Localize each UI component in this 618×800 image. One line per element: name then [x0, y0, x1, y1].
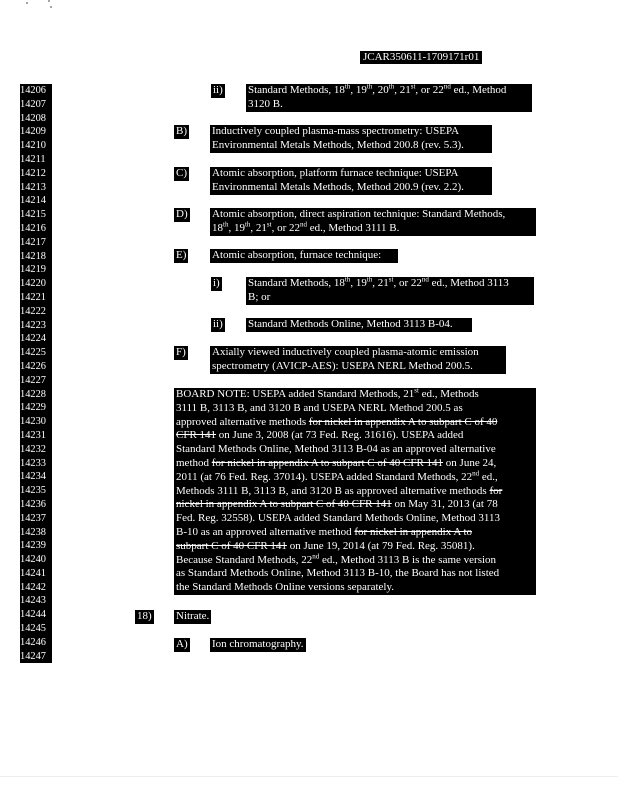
board-note-line: Standard Methods Online, Method 3113 B-04 as an approved alternative	[176, 443, 496, 456]
page-bottom-rule	[0, 776, 618, 777]
item-line: B; or	[248, 290, 271, 303]
line-number: 14219	[20, 264, 46, 276]
line-number: 14239	[20, 540, 46, 552]
item-text-b	[210, 125, 492, 153]
item-label-b: B)	[176, 125, 187, 137]
line-number: 14215	[20, 209, 46, 221]
line-number: 14212	[20, 167, 46, 179]
item-line: 3120 B.	[248, 97, 283, 110]
scan-speckles	[26, 0, 62, 10]
line-number: 14213	[20, 181, 46, 193]
line-number: 14240	[20, 554, 46, 566]
item-text-nitrate: Nitrate.	[176, 610, 210, 622]
line-number: 14217	[20, 236, 46, 248]
line-number: 14216	[20, 222, 46, 234]
line-number: 14241	[20, 567, 46, 579]
line-number: 14207	[20, 98, 46, 110]
board-note-line: Because Standard Methods, 22nd ed., Method 3113 B is the same version	[176, 551, 497, 566]
item-line: Inductively coupled plasma-mass spectrometry: USEPA	[212, 125, 460, 137]
item-text-e	[210, 249, 398, 263]
line-number: 14214	[20, 195, 46, 207]
board-note-line: BOARD NOTE: USEPA added Standard Methods, 21st ed., Methods	[176, 386, 479, 400]
board-note-line: approved alternative methods for nickel in appendix A to subpart C of 40	[176, 415, 498, 428]
line-number: 14228	[20, 388, 46, 400]
board-note-line: the Standard Methods Online versions separately.	[176, 581, 395, 594]
item-line: Environmental Metals Methods, Method 200.8 (rev. 5.3).	[212, 138, 464, 151]
item-line: 18th, 19th, 21st, or 22nd ed., Method 3111 B.	[212, 220, 400, 234]
line-number: 14233	[20, 457, 46, 469]
board-note-line: as Standard Methods Online, Method 3113 B-10, the Board has not listed	[176, 567, 500, 580]
item-line: Standard Methods Online, Method 3113 B-04.	[248, 318, 453, 330]
line-number: 14225	[20, 347, 46, 359]
item-text-c	[210, 167, 492, 195]
item-line: Standard Methods, 18th, 19th, 20th, 21st, or 22nd ed., Method	[248, 82, 507, 96]
board-note-line: Fed. Reg. 32558). USEPA added Standard Methods Online, Method 3113	[176, 512, 500, 525]
line-number: 14211	[20, 153, 46, 165]
item-line: Environmental Metals Methods, Method 200.9 (rev. 2.2).	[212, 180, 464, 193]
item-line: Atomic absorption, platform furnace technique: USEPA	[212, 167, 459, 179]
board-note-line: nickel in appendix A to subpart C of 40 CFR 141 on May 31, 2013 (at 78	[176, 498, 498, 511]
line-number: 14230	[20, 416, 46, 428]
item-label-d: D)	[176, 208, 188, 220]
board-note-line: 2011 (at 76 Fed. Reg. 37014). USEPA added Standard Methods, 22nd ed.,	[176, 469, 498, 483]
line-number: 14243	[20, 595, 46, 607]
board-note-line: B-10 as an approved alternative method for nickel in appendix A to	[176, 525, 473, 538]
item-text-ion-chromatography: Ion chromatography.	[212, 638, 304, 650]
item-line: Atomic absorption, furnace technique:	[212, 249, 382, 261]
board-note-line: CFR 141 on June 3, 2008 (at 73 Fed. Reg. 31616). USEPA added	[176, 429, 464, 442]
item-line: spectrometry (AVICP-AES): USEPA NERL Method 200.5.	[212, 359, 473, 372]
line-number: 14231	[20, 429, 46, 441]
line-number: 14223	[20, 319, 46, 331]
item-label-a: A)	[176, 638, 188, 650]
item-label-e-ii: ii)	[213, 318, 223, 330]
line-number: 14227	[20, 374, 46, 386]
item-label-e-i: i)	[213, 277, 220, 289]
line-number: 14208	[20, 112, 46, 124]
line-number: 14236	[20, 498, 46, 510]
item-text-e-ii	[246, 318, 472, 332]
line-number: 14234	[20, 471, 46, 483]
line-number: 14229	[20, 402, 46, 414]
line-number: 14209	[20, 126, 46, 138]
line-number: 14232	[20, 443, 46, 455]
board-note-line: Methods 3111 B, 3113 B, and 3120 B as approved alternative methods for	[176, 484, 503, 497]
line-number: 14245	[20, 623, 46, 635]
board-note	[174, 388, 536, 595]
line-number: 14222	[20, 305, 46, 317]
line-number-column	[20, 84, 52, 663]
board-note-line: 3111 B, 3113 B, and 3120 B and USEPA NERL Method 200.5 as	[176, 401, 463, 414]
item-text-e-i	[246, 277, 534, 305]
board-note-line: method for nickel in appendix A to subpart C of 40 CFR 141 on June 24,	[176, 456, 497, 469]
line-number: 14244	[20, 609, 46, 621]
line-number: 14238	[20, 526, 46, 538]
board-note-line: subpart C of 40 CFR 141 on June 19, 2014 (at 79 Fed. Reg. 35081).	[176, 539, 475, 552]
item-line: Axially viewed inductively coupled plasma-atomic emission	[212, 346, 479, 358]
line-number: 14220	[20, 278, 46, 290]
line-number: 14242	[20, 581, 46, 593]
line-number: 14226	[20, 360, 46, 372]
item-label-ii: ii)	[213, 84, 223, 96]
item-label-e: E)	[176, 249, 187, 261]
line-number: 14247	[20, 650, 46, 662]
item-text-ii	[246, 84, 532, 112]
line-number: 14210	[20, 140, 46, 152]
item-label-18: 18)	[137, 610, 152, 622]
line-number: 14246	[20, 636, 46, 648]
item-text-d	[210, 208, 536, 236]
item-label-f: F)	[176, 346, 186, 358]
item-line: Standard Methods, 18th, 19th, 21st, or 22nd ed., Method 3113	[248, 275, 509, 289]
line-number: 14218	[20, 250, 46, 262]
item-line: Atomic absorption, direct aspiration technique: Standard Methods,	[212, 208, 506, 220]
document-id: JCAR350611-1709171r01	[360, 51, 482, 64]
item-text-f	[210, 346, 506, 374]
line-number: 14221	[20, 291, 46, 303]
line-number: 14224	[20, 333, 46, 345]
line-number: 14235	[20, 485, 46, 497]
item-label-c: C)	[176, 167, 187, 179]
line-number: 14237	[20, 512, 46, 524]
line-number: 14206	[20, 85, 46, 96]
